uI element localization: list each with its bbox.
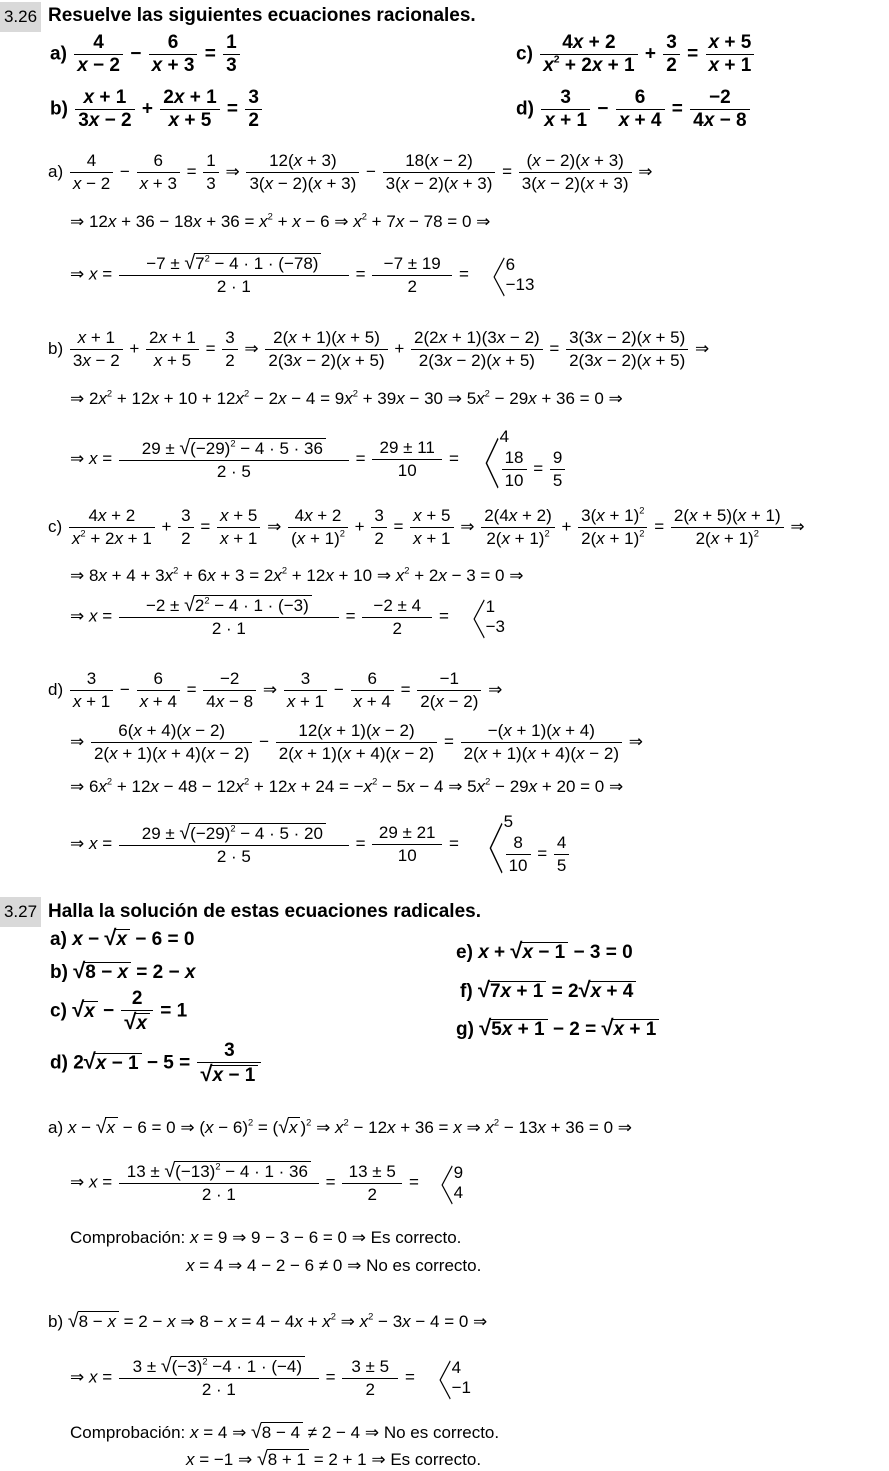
item-label: c) [48,516,63,536]
root-value: 1 [485,597,496,616]
solution-3-26-a-line3: ⇒ x = $\frac{-7 \pm √7^2 - 4 \cdot 1 \cdot (-78)}{2 \cdot 1}$ = $\frac{-7 \pm 19}{2}$ = 〈 6 −13 [70,252,535,302]
problem-title-3-26: Resuelve las siguientes ecuaciones racionales. [48,5,476,26]
equation-3-26-c: c) $\frac{4x + 2}{x^2 + 2x + 1}$ + $\frac{3}{2}$ = $\frac{x + 5}{x + 1}$ [516,32,756,77]
solution-3-27-b-line1: b) √8 − x = 2 − x ⇒ $8 - x = 4 - 4x + x^2$ ⇒ $x^2 - 3x - 4 = 0$ ⇒ [48,1310,488,1332]
root-value: −13 [505,275,535,294]
root-value: 4 [499,427,510,446]
item-label: a) [48,1118,64,1137]
check-3-27-b-2: x = −1 ⇒ √8 + 1 = 2 + 1 ⇒ Es correcto. [186,1448,482,1470]
equation-3-27-g: g) √5x + 1 − 2 = √x + 1 [456,1017,659,1041]
solution-3-27-a-line2: ⇒ x = $\frac{13 \pm √(-13)^2 - 4 \cdot 1 \cdot 36}{2 \cdot 1}$ = $\frac{13 \pm 5}{2}$ = 〈 9 4 [70,1160,464,1210]
solution-3-26-d-line4: ⇒ x = $\frac{29 \pm √(-29)^2 - 4 \cdot 5 \cdot 20}{2 \cdot 5}$ = $\frac{29 \pm 21}{10}$ = 〈 5 $\frac{8}{10}$ = $\frac{4}{5}$ [70,812,571,877]
item-label: c) [516,43,533,65]
equation-3-27-f: f) √7x + 1 = 2√x + 4 [460,979,636,1003]
item-label: b) [48,1312,64,1331]
solution-3-26-b-line2: ⇒ $2x^2 + 12x + 10 + 12x^2 - 2x - 4 = 9x^2 + 39x - 30$ ⇒ $5x^2 - 29x + 36 = 0$ ⇒ [70,388,623,408]
equation-3-26-a: a) $\frac{4}{x - 2}$ − $\frac{6}{x + 3}$ = $\frac{1}{3}$ [50,32,242,77]
equation-3-26-b: b) $\frac{x + 1}{3x - 2}$ + $\frac{2x + 1}{x + 5}$ = $\frac{3}{2}$ [50,87,264,132]
item-label: b) [50,98,68,120]
root-value: 9 [550,447,565,470]
solution-3-26-c-line1: c) $\frac{4x + 2}{x^2 + 2x + 1}$ + $\frac{3}{2}$ = $\frac{x + 5}{x + 1}$ ⇒ $\frac{4x + 2}{(x + 1)^2}$ + $\frac{3}{2}$ = $\frac{x + 5}{x + 1}$ ⇒ $\frac{2(4x + 2)}{2(x + 1)^2}$ + $\frac{3(x + 1)^2}{2(x + 1)^2}$ = $\frac{2(x + 5)(x + 1)}{2(x + 1)^2}$ ⇒ [48,505,805,548]
root-value: 5 [552,471,563,490]
solution-3-26-d-line2: ⇒ $\frac{6(x + 4)(x - 2)}{2(x + 1)(x + 4)(x - 2)}$ − $\frac{12(x + 1)(x - 2)}{2(x + 1)(x + 4)(x - 2)}$ = $\frac{-(x + 1)(x + 4)}{2(x + 1)(x + 4)(x - 2)}$ ⇒ [70,721,643,763]
check-result: No es correcto. [366,1256,482,1275]
solution-3-26-c-line2: ⇒ $8x + 4 + 3x^2 + 6x + 3 = 2x^2 + 12x + 10$ ⇒ $x^2 + 2x - 3 = 0$ ⇒ [70,565,524,585]
solution-3-26-a-line1: a) $\frac{4}{x - 2}$ − $\frac{6}{x + 3}$ = $\frac{1}{3}$ ⇒ $\frac{12(x + 3)}{3(x - 2)(x + 3)}$ − $\frac{18(x - 2)}{3(x - 2)(x + 3)}$ = $\frac{(x - 2)(x + 3)}{3(x - 2)(x + 3)}$ ⇒ [48,151,653,193]
problem-number-3-27: 3.27 [0,897,41,927]
item-label: d) [48,679,64,699]
root-value: 4 [451,1358,462,1377]
check-3-27-a-2: x = 4 ⇒ 4 − 2 − 6 ≠ 0 ⇒ No es correcto. [186,1256,482,1275]
solution-3-27-a-line1: a) x − √x − 6 = 0 ⇒ $(x - 6)^2 = (√x$ )$^2$ ⇒ $x^2 - 12x + 36 = x$ ⇒ $x^2 - 13x + 36 = 0$ ⇒ [48,1116,633,1138]
check-3-27-a-1: Comprobación: x = 9 ⇒ 9 − 3 − 6 = 0 ⇒ Es correcto. [70,1228,462,1247]
item-label: a) [48,161,64,181]
item-label: a) [50,43,67,65]
root-value: −1 [451,1378,471,1397]
problem-number-3-26: 3.26 [0,2,41,32]
solution-3-26-d-line3: ⇒ $6x^2 + 12x - 48 - 12x^2 + 12x + 24 = -x^2 - 5x - 4$ ⇒ $5x^2 - 29x + 20 = 0$ ⇒ [70,776,624,796]
root-value: 5 [503,812,514,831]
problem-title-3-27: Halla la solución de estas ecuaciones radicales. [48,901,481,922]
solution-3-26-a-line2: ⇒ $12x + 36 - 18x + 36 = x^2 + x - 6$ ⇒ $x^2 + 7x - 78 = 0$ ⇒ [70,211,491,231]
item-label: b) [48,338,64,358]
check-3-27-b-1: Comprobación: x = 4 ⇒ √8 − 4 ≠ 2 − 4 ⇒ No es correcto. [70,1421,500,1443]
solution-3-26-b-line1: b) $\frac{x + 1}{3x - 2}$ + $\frac{2x + 1}{x + 5}$ = $\frac{3}{2}$ ⇒ $\frac{2(x + 1)(x + 5)}{2(3x - 2)(x + 5)}$ + $\frac{2(2x + 1)(3x - 2)}{2(3x - 2)(x + 5)}$ = $\frac{3(3x - 2)(x + 5)}{2(3x - 2)(x + 5)}$ ⇒ [48,328,710,370]
root-value: 18 [502,447,527,470]
root-value: 5 [556,856,567,875]
equation-3-27-b: b) √8 − x = 2 − x [50,958,196,983]
equation-3-26-d: d) $\frac{3}{x + 1}$ − $\frac{6}{x + 4}$ = $\frac{-2}{4x - 8}$ [516,87,752,132]
root-value: 4 [453,1183,464,1202]
root-value: 10 [504,471,524,490]
root-value: 9 [453,1163,464,1182]
root-value: 4 [554,832,569,855]
check-label: Comprobación: [70,1423,186,1442]
equation-3-27-e: e) x + √x − 1 − 3 = 0 [456,938,633,963]
solution-3-26-d-line1: d) $\frac{3}{x + 1}$ − $\frac{6}{x + 4}$ = $\frac{-2}{4x - 8}$ ⇒ $\frac{3}{x + 1}$ − $\frac{6}{x + 4}$ = $\frac{-1}{2(x - 2)}$ ⇒ [48,669,503,711]
equation-3-27-a: a) x − √x − 6 = 0 [50,925,195,950]
check-result: No es correcto. [383,1423,500,1442]
equation-3-27-d: d) 2√x − 1 − 5 = $\frac{3}{√x - 1}$ [50,1040,263,1087]
root-value: 6 [505,255,516,274]
solution-3-26-b-line3: ⇒ x = $\frac{29 \pm √(-29)^2 - 4 \cdot 5 \cdot 36}{2 \cdot 5}$ = $\frac{29 \pm 11}{10}$ = 〈 4 $\frac{18}{10}$ = $\frac{9}{5}$ [70,427,567,492]
root-value: −3 [485,617,505,636]
check-label: Comprobación: [70,1228,186,1247]
solution-3-26-c-line3: ⇒ x = $\frac{-2 \pm √2^2 - 4 \cdot 1 \cdot (-3)}{2 \cdot 1}$ = $\frac{-2 \pm 4}{2}$ = 〈 1 −3 [70,594,505,644]
check-result: Es correcto. [390,1450,482,1469]
check-result: Es correcto. [370,1228,462,1247]
item-label: d) [516,98,534,120]
equation-3-27-c: c) √x − $\frac{2}{√x}$ = 1 [50,988,188,1034]
root-value: 8 [506,832,531,855]
root-value: 10 [508,856,528,875]
solution-3-27-b-line2: ⇒ x = $\frac{3 \pm √(-3)^2 -4 \cdot 1 \cdot (-4)}{2 \cdot 1}$ = $\frac{3 \pm 5}{2}$ = 〈 4 −1 [70,1355,471,1405]
